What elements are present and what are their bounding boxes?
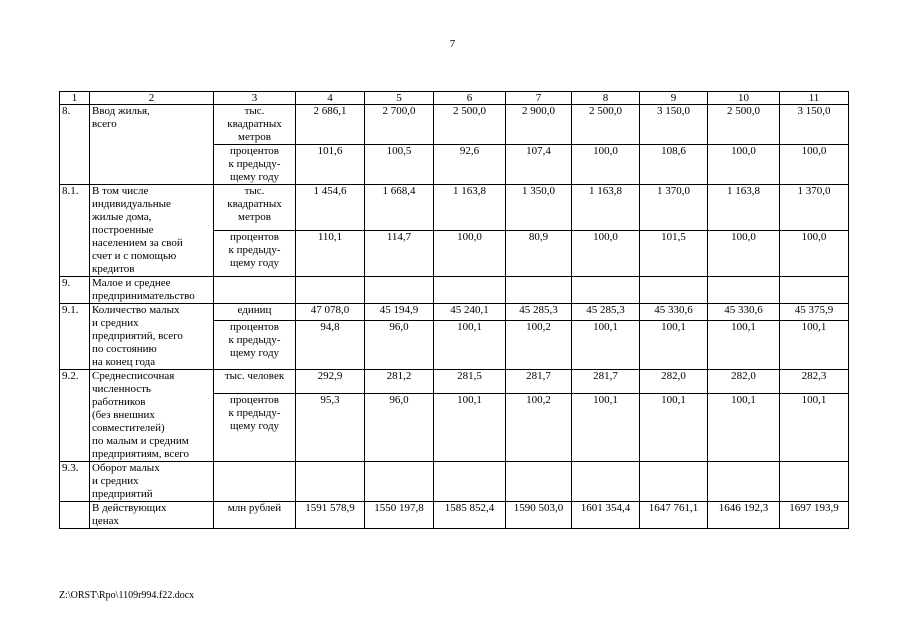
value-cell: 45 285,3 bbox=[506, 304, 572, 321]
text-line: В действующих bbox=[92, 502, 167, 514]
value-cell bbox=[434, 462, 506, 502]
value-cell: 281,7 bbox=[572, 370, 640, 394]
value-cell bbox=[708, 462, 780, 502]
text-line: млн рублей bbox=[227, 502, 282, 514]
value-cell: 1591 578,9 bbox=[296, 502, 365, 529]
unit-cell bbox=[214, 321, 296, 370]
value-cell bbox=[365, 462, 434, 502]
value-cell bbox=[296, 462, 365, 502]
text-line: метров bbox=[238, 131, 271, 143]
value-cell: 292,9 bbox=[296, 370, 365, 394]
row-title bbox=[90, 304, 214, 370]
text-line: на конец года bbox=[92, 356, 156, 368]
value-cell: 100,2 bbox=[506, 321, 572, 370]
value-cell: 95,3 bbox=[296, 393, 365, 461]
text-line: к предыду- bbox=[228, 406, 281, 419]
text-line: предприятиям, всего bbox=[92, 448, 190, 460]
value-cell: 96,0 bbox=[365, 393, 434, 461]
value-cell: 1585 852,4 bbox=[434, 502, 506, 529]
text-line: Малое и среднее bbox=[92, 277, 171, 289]
text-line: счет и с помощью bbox=[92, 250, 177, 262]
text-line: и средних bbox=[92, 475, 139, 487]
text-line: предприятий bbox=[92, 488, 153, 500]
unit-cell bbox=[214, 462, 296, 502]
value-cell: 101,6 bbox=[296, 145, 365, 185]
text-line: индивидуальные bbox=[92, 198, 171, 210]
text-line: щему году bbox=[229, 257, 280, 269]
value-cell: 1697 193,9 bbox=[780, 502, 849, 529]
value-cell: 1 163,8 bbox=[708, 185, 780, 231]
value-cell: 282,0 bbox=[708, 370, 780, 394]
text-line: к предыду- bbox=[228, 334, 281, 347]
text-line: тыс. человек bbox=[224, 370, 285, 382]
column-number-3: 3 bbox=[214, 92, 296, 105]
value-cell: 100,1 bbox=[434, 321, 506, 370]
row-index: 9.3. bbox=[60, 462, 90, 502]
unit-cell bbox=[214, 231, 296, 277]
value-cell bbox=[572, 277, 640, 304]
text-line: (без внешних bbox=[92, 409, 155, 421]
text-line bbox=[216, 462, 293, 475]
text-line bbox=[216, 277, 293, 290]
value-cell bbox=[572, 462, 640, 502]
value-cell: 45 194,9 bbox=[365, 304, 434, 321]
value-cell: 2 700,0 bbox=[365, 105, 434, 145]
text-line: Количество малых bbox=[92, 304, 180, 316]
value-cell bbox=[708, 277, 780, 304]
column-number-row bbox=[60, 92, 849, 105]
column-number-6: 6 bbox=[434, 92, 506, 105]
value-cell: 1550 197,8 bbox=[365, 502, 434, 529]
value-cell: 100,1 bbox=[780, 321, 849, 370]
value-cell: 2 500,0 bbox=[708, 105, 780, 145]
unit-cell bbox=[214, 304, 296, 321]
column-number-2: 2 bbox=[90, 92, 214, 105]
text-line: предприятий, всего bbox=[92, 330, 183, 342]
value-cell: 1647 761,1 bbox=[640, 502, 708, 529]
value-cell: 281,5 bbox=[434, 370, 506, 394]
value-cell: 281,2 bbox=[365, 370, 434, 394]
value-cell: 101,5 bbox=[640, 231, 708, 277]
value-cell: 100,1 bbox=[640, 321, 708, 370]
value-cell: 2 686,1 bbox=[296, 105, 365, 145]
text-line: щему году bbox=[229, 419, 280, 432]
text-line: метров bbox=[238, 211, 271, 223]
value-cell: 1 350,0 bbox=[506, 185, 572, 231]
text-line: по состоянию bbox=[92, 343, 157, 355]
text-line: квадратных bbox=[227, 198, 282, 210]
value-cell: 2 500,0 bbox=[572, 105, 640, 145]
value-cell: 100,1 bbox=[434, 393, 506, 461]
value-cell: 100,1 bbox=[708, 321, 780, 370]
row-index: 9.2. bbox=[60, 370, 90, 462]
text-line: Среднесписочная bbox=[92, 370, 175, 382]
value-cell: 45 330,6 bbox=[640, 304, 708, 321]
value-cell: 1590 503,0 bbox=[506, 502, 572, 529]
row-index: 9.1. bbox=[60, 304, 90, 370]
column-number-8: 8 bbox=[572, 92, 640, 105]
text-line: и средних bbox=[92, 317, 139, 329]
text-line: кредитов bbox=[92, 263, 135, 275]
text-line: щему году bbox=[229, 347, 280, 360]
value-cell: 100,0 bbox=[434, 231, 506, 277]
value-cell: 92,6 bbox=[434, 145, 506, 185]
text-line: процентов bbox=[230, 393, 279, 406]
table-row bbox=[60, 105, 849, 145]
value-cell: 282,0 bbox=[640, 370, 708, 394]
value-cell: 100,0 bbox=[572, 145, 640, 185]
value-cell: 282,3 bbox=[780, 370, 849, 394]
text-line: к предыду- bbox=[228, 158, 281, 170]
value-cell: 1 370,0 bbox=[780, 185, 849, 231]
value-cell bbox=[506, 462, 572, 502]
value-cell: 114,7 bbox=[365, 231, 434, 277]
unit-cell bbox=[214, 277, 296, 304]
value-cell: 47 078,0 bbox=[296, 304, 365, 321]
column-number-11: 11 bbox=[780, 92, 849, 105]
value-cell bbox=[296, 277, 365, 304]
value-cell bbox=[365, 277, 434, 304]
value-cell: 1 163,8 bbox=[434, 185, 506, 231]
row-title bbox=[90, 462, 214, 502]
text-line: жилые дома, bbox=[92, 211, 152, 223]
text-line: Ввод жилья, bbox=[92, 105, 150, 117]
value-cell bbox=[640, 462, 708, 502]
text-line: предпринимательство bbox=[92, 290, 195, 302]
footer-file-path: Z:\ORST\Rpo\1109r994.f22.docx bbox=[59, 590, 195, 601]
text-line: работников bbox=[92, 396, 146, 408]
unit-cell bbox=[214, 393, 296, 461]
value-cell: 100,0 bbox=[572, 231, 640, 277]
value-cell: 100,1 bbox=[780, 393, 849, 461]
text-line: построенные bbox=[92, 224, 154, 236]
unit-cell bbox=[214, 502, 296, 529]
unit-cell bbox=[214, 185, 296, 231]
column-number-9: 9 bbox=[640, 92, 708, 105]
table-row bbox=[60, 462, 849, 502]
text-line: ценах bbox=[92, 515, 120, 527]
table-row bbox=[60, 185, 849, 231]
value-cell: 94,8 bbox=[296, 321, 365, 370]
text-line: численность bbox=[92, 383, 151, 395]
value-cell: 80,9 bbox=[506, 231, 572, 277]
text-line: процентов bbox=[230, 321, 279, 334]
value-cell: 45 330,6 bbox=[708, 304, 780, 321]
value-cell: 1 668,4 bbox=[365, 185, 434, 231]
page-number: 7 bbox=[449, 38, 456, 50]
row-title bbox=[90, 277, 214, 304]
text-line: квадратных bbox=[227, 118, 282, 130]
text-line: процентов bbox=[230, 145, 279, 157]
value-cell: 100,1 bbox=[572, 321, 640, 370]
value-cell: 281,7 bbox=[506, 370, 572, 394]
value-cell: 100,0 bbox=[708, 145, 780, 185]
unit-cell bbox=[214, 105, 296, 145]
value-cell: 45 375,9 bbox=[780, 304, 849, 321]
text-line: процентов bbox=[230, 231, 279, 243]
column-number-1: 1 bbox=[60, 92, 90, 105]
value-cell: 100,0 bbox=[780, 145, 849, 185]
value-cell: 108,6 bbox=[640, 145, 708, 185]
column-number-7: 7 bbox=[506, 92, 572, 105]
row-index: 8.1. bbox=[60, 185, 90, 277]
value-cell: 45 285,3 bbox=[572, 304, 640, 321]
value-cell: 1601 354,4 bbox=[572, 502, 640, 529]
value-cell: 1 163,8 bbox=[572, 185, 640, 231]
table-row bbox=[60, 370, 849, 394]
row-title bbox=[90, 185, 214, 277]
value-cell: 100,0 bbox=[780, 231, 849, 277]
text-line: по малым и средним bbox=[92, 435, 189, 447]
value-cell bbox=[780, 277, 849, 304]
value-cell: 100,1 bbox=[708, 393, 780, 461]
text-line: к предыду- bbox=[228, 244, 281, 256]
value-cell: 2 900,0 bbox=[506, 105, 572, 145]
value-cell bbox=[506, 277, 572, 304]
value-cell bbox=[434, 277, 506, 304]
table-row bbox=[60, 502, 849, 529]
table-row bbox=[60, 277, 849, 304]
text-line: населением за свой bbox=[92, 237, 183, 249]
value-cell: 100,5 bbox=[365, 145, 434, 185]
value-cell: 107,4 bbox=[506, 145, 572, 185]
row-title bbox=[90, 502, 214, 529]
text-line: совместителей) bbox=[92, 422, 165, 434]
column-number-4: 4 bbox=[296, 92, 365, 105]
value-cell: 100,2 bbox=[506, 393, 572, 461]
value-cell: 2 500,0 bbox=[434, 105, 506, 145]
text-line: единиц bbox=[237, 304, 272, 316]
value-cell: 100,1 bbox=[640, 393, 708, 461]
value-cell: 45 240,1 bbox=[434, 304, 506, 321]
value-cell: 100,0 bbox=[708, 231, 780, 277]
row-index: 8. bbox=[60, 105, 90, 185]
row-title bbox=[90, 370, 214, 462]
text-line: всего bbox=[92, 118, 117, 130]
column-number-10: 10 bbox=[708, 92, 780, 105]
row-index: 9. bbox=[60, 277, 90, 304]
row-index bbox=[60, 502, 90, 529]
unit-cell bbox=[214, 145, 296, 185]
value-cell: 3 150,0 bbox=[780, 105, 849, 145]
text-line: В том числе bbox=[92, 185, 149, 197]
value-cell: 100,1 bbox=[572, 393, 640, 461]
table-row bbox=[60, 304, 849, 321]
text-line: щему году bbox=[229, 171, 280, 183]
value-cell: 1 454,6 bbox=[296, 185, 365, 231]
value-cell: 96,0 bbox=[365, 321, 434, 370]
value-cell bbox=[780, 462, 849, 502]
text-line: Оборот малых bbox=[92, 462, 160, 474]
column-number-5: 5 bbox=[365, 92, 434, 105]
value-cell: 1646 192,3 bbox=[708, 502, 780, 529]
value-cell: 110,1 bbox=[296, 231, 365, 277]
text-line: тыс. bbox=[244, 185, 265, 197]
statistics-table bbox=[59, 91, 849, 529]
value-cell bbox=[640, 277, 708, 304]
text-line: тыс. bbox=[244, 105, 265, 117]
value-cell: 3 150,0 bbox=[640, 105, 708, 145]
row-title bbox=[90, 105, 214, 185]
unit-cell bbox=[214, 370, 296, 394]
value-cell: 1 370,0 bbox=[640, 185, 708, 231]
